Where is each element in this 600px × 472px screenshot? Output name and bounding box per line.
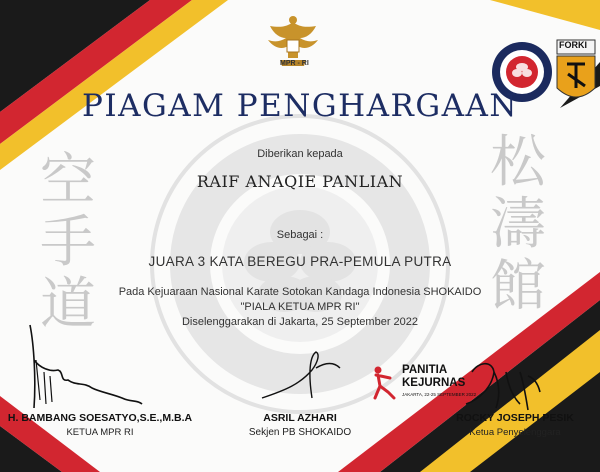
committee-line-1: PANITIA [402, 364, 448, 376]
signatory-2 [240, 412, 360, 438]
recipient-name: RAIF ANAQIE PANLIAN [196, 172, 404, 191]
held-place-date: Diselenggarakan di Jakarta, 25 September 2022 [181, 316, 419, 328]
as-label: Sebagai : [276, 229, 324, 241]
forki-logo-text: FORKI [559, 40, 587, 50]
signatory-1-role: KETUA MPR RI [66, 427, 134, 438]
kanji-right-1: 松 [490, 130, 546, 195]
kanji-right-3: 館 [490, 254, 546, 319]
award-title: JUARA 3 KATA BEREGU PRA-PEMULA PUTRA [148, 254, 452, 269]
event-description: Pada Kejuaraan Nasional Karate Sotokan Kandaga Indonesia SHOKAIDO [118, 286, 482, 298]
given-to-label: Diberikan kepada [257, 148, 343, 160]
committee-badge [372, 364, 476, 398]
committee-line-2: KEJURNAS [402, 377, 466, 389]
kanji-right-2: 濤 [490, 192, 546, 257]
certificate-title: PIAGAM PENGHARGAAN [81, 88, 519, 124]
signatory-2-name: ASRIL AZHARI [263, 412, 337, 424]
karateka-icon [372, 366, 398, 400]
signatory-2-role: Sekjen PB SHOKAIDO [248, 427, 352, 438]
committee-line-3: JAKARTA, 22-25 SEPTEMBER 2022 [402, 392, 477, 397]
signatory-3-role: Ketua Penyelenggara [469, 427, 561, 438]
signatory-1-name: H. BAMBANG SOESATYO,S.E.,M.B.A [7, 412, 193, 424]
kanji-left-1: 空 [40, 148, 96, 213]
signatory-3 [430, 412, 600, 438]
kanji-left-2: 手 [40, 210, 96, 275]
emblem-label: MPR - RI [280, 60, 309, 67]
kanji-left-3: 道 [40, 272, 96, 337]
signatory-1 [0, 412, 210, 438]
signatory-3-name: ROCKY JOSEPH PESIK [456, 412, 574, 424]
cup-name: "PIALA KETUA MPR RI" [240, 301, 360, 313]
